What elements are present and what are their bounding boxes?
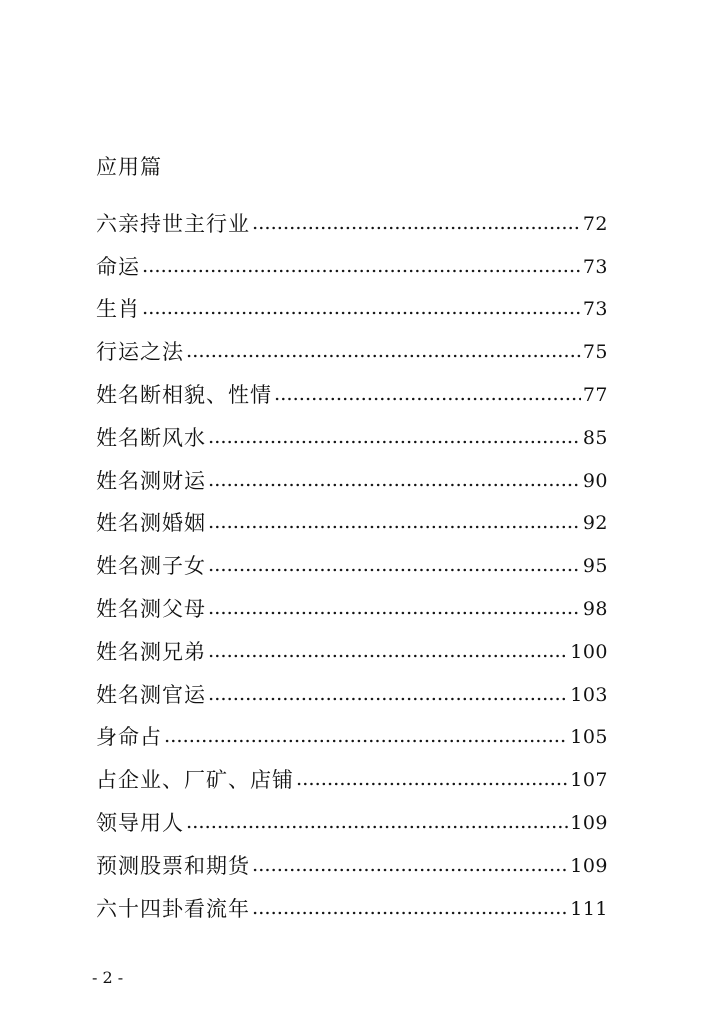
toc-entry-title: 预测股票和期货: [96, 853, 250, 878]
toc-entry: [96, 367, 608, 410]
toc-entry-title: 六亲持世主行业: [96, 211, 250, 236]
dot-leader: [208, 525, 581, 529]
dot-leader: [274, 397, 581, 401]
page-number: - 2 -: [92, 968, 124, 987]
toc-entry: [96, 538, 608, 581]
toc-entry: [96, 410, 608, 453]
toc-entry: [96, 282, 608, 325]
toc-entry-page: 107: [570, 769, 608, 792]
toc-entry-title: 行运之法: [96, 340, 184, 365]
dot-leader: [208, 440, 581, 444]
dot-leader: [252, 911, 568, 915]
toc-entry-title: 姓名断相貌、性情: [96, 382, 272, 407]
toc-entry-page: 90: [582, 469, 608, 492]
dot-leader: [142, 311, 581, 315]
toc-entry-title: 六十四卦看流年: [96, 896, 250, 921]
toc-entry: [96, 581, 608, 624]
toc-entry: [96, 453, 608, 496]
dot-leader: [208, 568, 581, 572]
toc-entry-page: 75: [582, 341, 608, 364]
toc-entry-page: 111: [570, 897, 608, 920]
dot-leader: [164, 739, 568, 743]
toc-entry: [96, 196, 608, 239]
toc-entry-page: 85: [582, 426, 608, 449]
toc-entry-title: 领导用人: [96, 810, 184, 835]
toc-entry-page: 77: [582, 383, 608, 406]
toc-entry-title: 姓名测兄弟: [96, 639, 206, 664]
toc-entry-title: 姓名测财运: [96, 468, 206, 493]
dot-leader: [208, 654, 568, 658]
toc-entry-title: 姓名测父母: [96, 596, 206, 621]
dot-leader: [208, 697, 568, 701]
toc-entry: [96, 795, 608, 838]
toc-entry: [96, 239, 608, 282]
dot-leader: [142, 269, 581, 273]
toc-entry: [96, 838, 608, 881]
toc-entry-title: 占企业、厂矿、店铺: [96, 768, 294, 793]
toc-entry-title: 身命占: [96, 725, 162, 750]
toc-entry: [96, 624, 608, 667]
toc-entry-page: 109: [570, 854, 608, 877]
toc-entry-title: 姓名测官运: [96, 682, 206, 707]
toc-entry-page: 95: [582, 555, 608, 578]
toc-entry-page: 72: [582, 212, 608, 235]
toc-entry-page: 92: [582, 512, 608, 535]
toc-entry-page: 105: [570, 726, 608, 749]
toc-entry: [96, 710, 608, 753]
toc-entry-page: 73: [582, 298, 608, 321]
table-of-contents: [96, 196, 608, 924]
toc-entry: [96, 324, 608, 367]
dot-leader: [296, 782, 568, 786]
toc-entry-page: 98: [582, 597, 608, 620]
toc-entry-page: 100: [570, 640, 608, 663]
dot-leader: [252, 868, 568, 872]
toc-entry-title: 生肖: [96, 297, 140, 322]
dot-leader: [208, 611, 581, 615]
dot-leader: [186, 825, 568, 829]
toc-entry: [96, 667, 608, 710]
dot-leader: [252, 226, 581, 230]
toc-entry-title: 姓名断风水: [96, 425, 206, 450]
toc-entry-title: 姓名测子女: [96, 554, 206, 579]
toc-entry-page: 103: [570, 683, 608, 706]
toc-entry-page: 109: [570, 811, 608, 834]
dot-leader: [208, 483, 581, 487]
toc-entry-title: 命运: [96, 254, 140, 279]
toc-entry-title: 姓名测婚姻: [96, 511, 206, 536]
toc-entry-page: 73: [582, 255, 608, 278]
dot-leader: [186, 354, 581, 358]
toc-entry: [96, 752, 608, 795]
section-title: 应用篇: [96, 155, 162, 179]
toc-entry: [96, 496, 608, 539]
toc-entry: [96, 881, 608, 924]
